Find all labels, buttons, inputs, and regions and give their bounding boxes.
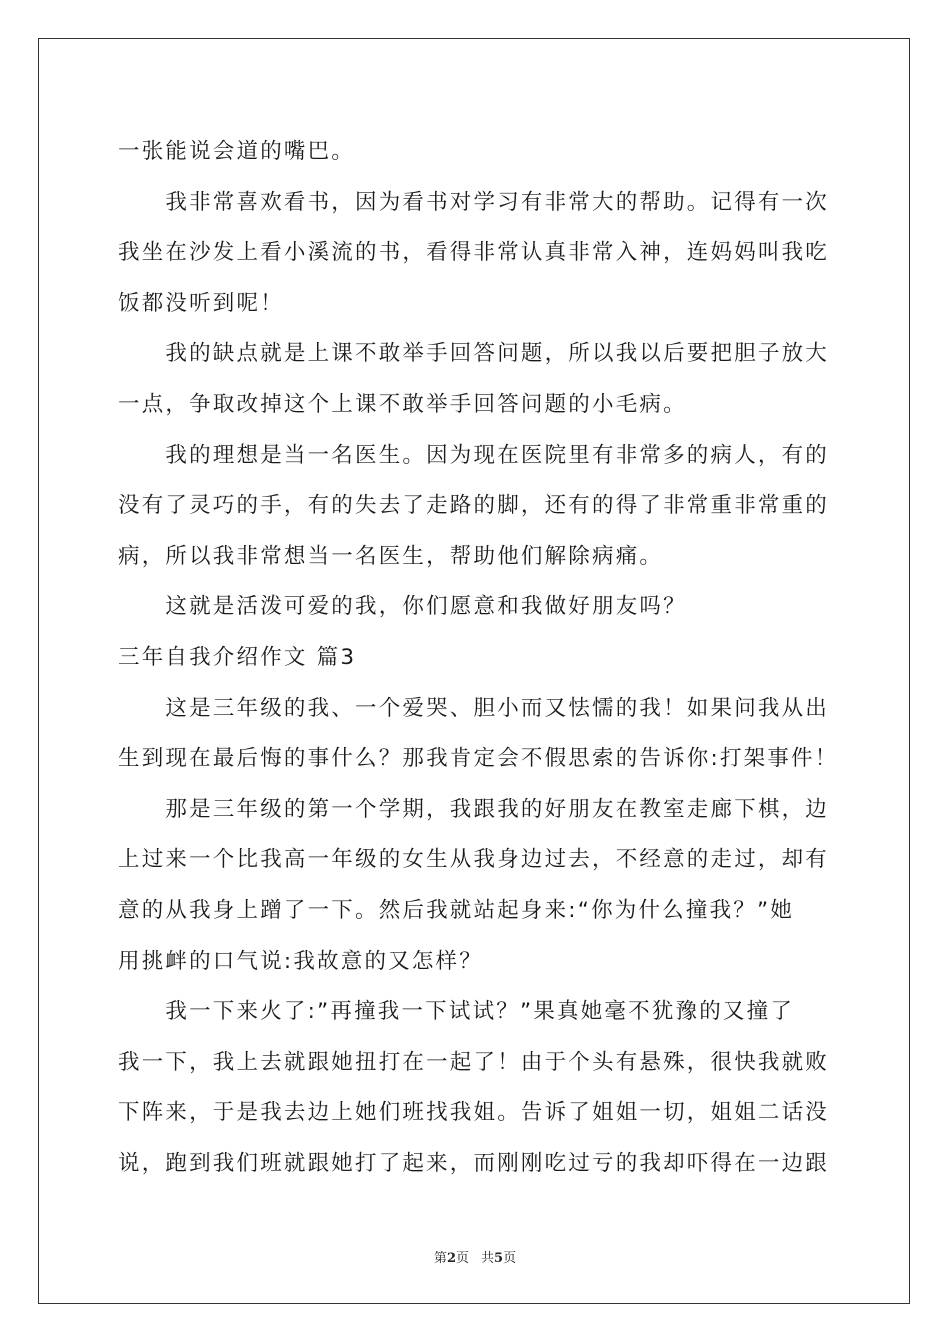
page-number: 2 xyxy=(446,1251,456,1266)
text-line: 这是三年级的我、一个爱哭、胆小而又怯懦的我！如果问我从出 xyxy=(118,695,830,721)
total-pages: 5 xyxy=(494,1251,504,1266)
text-line: 生到现在最后悔的事什么？那我肯定会不假思索的告诉你:打架事件！ xyxy=(118,746,839,772)
text-line: 我坐在沙发上看小溪流的书，看得非常认真非常入神，连妈妈叫我吃 xyxy=(118,240,830,266)
total-prefix: 共 xyxy=(481,1251,495,1266)
page-footer xyxy=(0,1247,950,1266)
page-suffix: 页 xyxy=(455,1251,469,1266)
text-line: 我一下，我上去就跟她扭打在一起了！由于个头有悬殊，很快我就败 xyxy=(118,1049,830,1075)
document-body xyxy=(118,127,838,1189)
text-line: 说，跑到我们班就跟她打了起来，而刚刚吃过亏的我却吓得在一边跟 xyxy=(118,1150,830,1176)
section-heading: 三年自我介绍作文 篇3 xyxy=(118,644,357,670)
text-line: 一点，争取改掉这个上课不敢举手回答问题的小毛病。 xyxy=(118,391,687,417)
text-line: 饭都没听到呢！ xyxy=(118,290,284,316)
text-line: 我的缺点就是上课不敢举手回答问题，所以我以后要把胆子放大 xyxy=(118,341,830,367)
text-line: 病，所以我非常想当一名医生，帮助他们解除病痛。 xyxy=(118,543,664,569)
total-suffix: 页 xyxy=(503,1251,517,1266)
text-line: 意的从我身上蹭了一下。然后我就站起身来:“你为什么撞我？”她 xyxy=(118,897,795,923)
text-line: 下阵来，于是我去边上她们班找我姐。告诉了姐姐一切，姐姐二话没 xyxy=(118,1100,830,1126)
text-line: 一张能说会道的嘴巴。 xyxy=(118,139,356,164)
text-line: 上过来一个比我高一年级的女生从我身边过去，不经意的走过，却有 xyxy=(118,847,830,873)
text-line: 这就是活泼可爱的我，你们愿意和我做好朋友吗？ xyxy=(118,594,687,620)
text-line: 我非常喜欢看书，因为看书对学习有非常大的帮助。记得有一次 xyxy=(118,189,830,215)
text-line: 用挑衅的口气说:我故意的又怎样？ xyxy=(118,948,483,974)
text-line: 没有了灵巧的手，有的失去了走路的脚，还有的得了非常重非常重的 xyxy=(118,493,830,519)
page-prefix: 第 xyxy=(433,1251,447,1266)
text-line: 我一下来火了:”再撞我一下试试？”果真她毫不犹豫的又撞了 xyxy=(118,999,795,1025)
text-line: 那是三年级的第一个学期，我跟我的好朋友在教室走廊下棋，边 xyxy=(118,796,830,822)
text-line: 我的理想是当一名医生。因为现在医院里有非常多的病人，有的 xyxy=(118,442,830,468)
